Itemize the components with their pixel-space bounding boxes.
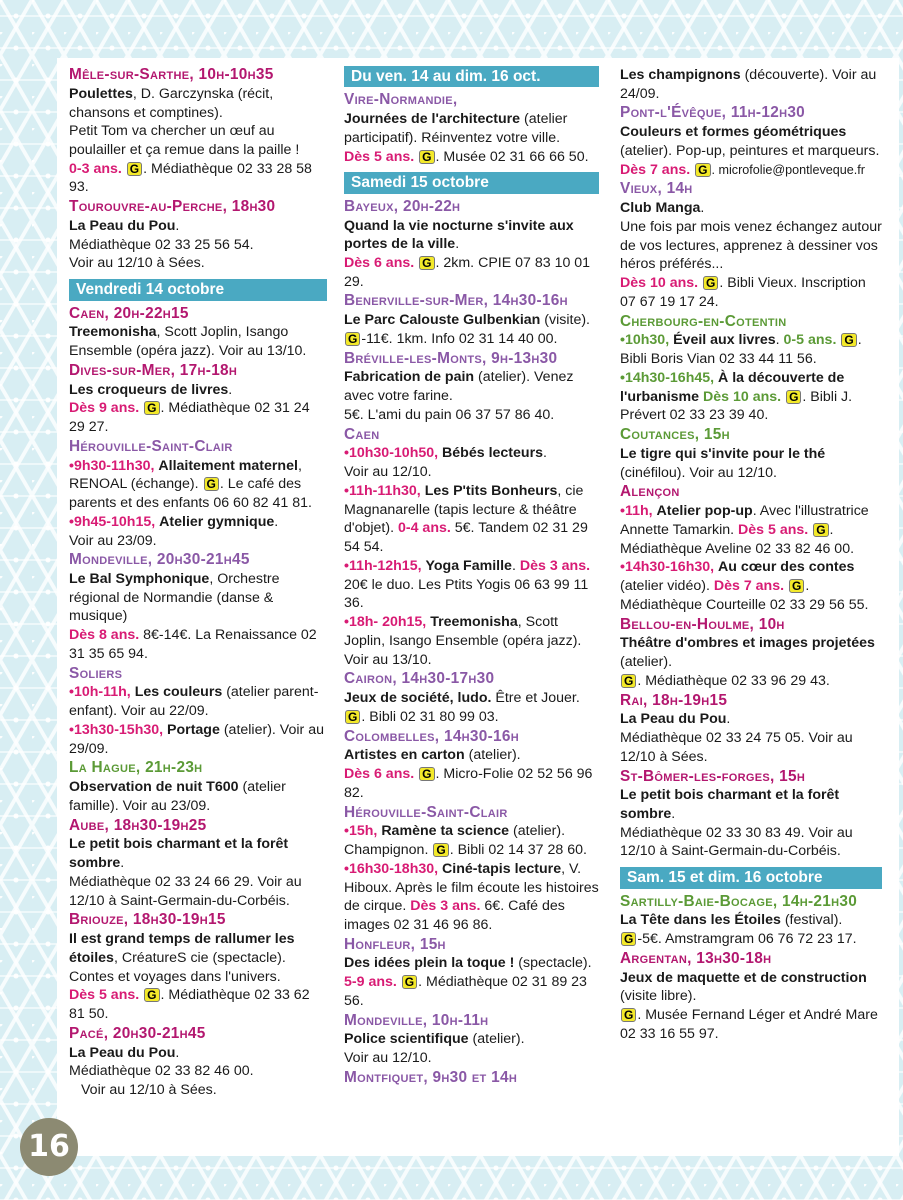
event-text: (visite). [544, 312, 590, 329]
event-entry [69, 362, 327, 437]
event-title: Club Manga [620, 200, 701, 217]
event-contact: -5€. Amstramgram 06 76 72 23 17. [637, 931, 857, 948]
event-contact: . 2km. CPIE 07 83 10 01 29. [344, 254, 591, 290]
event-text: (atelier). [620, 654, 673, 671]
event-title: Les P'tits Bonheurs [424, 482, 558, 499]
event-entry [620, 483, 882, 614]
event-entry [69, 66, 327, 197]
age-label: 5-9 ans. [344, 974, 397, 991]
age-label: Dès 10 ans. [620, 275, 699, 292]
event-city: Caen, 20h-22h15 [69, 304, 189, 322]
event-title: Le petit bois charmant et la forêt sombre [69, 836, 289, 872]
event-time: •9h45-10h15, [69, 513, 156, 530]
event-time: •11h-11h30, [344, 482, 421, 499]
event-entry [344, 426, 599, 670]
event-entry [344, 198, 599, 292]
event-text: (atelier famille). Voir au 23/09. [69, 779, 286, 814]
event-text: . [175, 217, 180, 234]
event-title: Portage [167, 721, 220, 738]
event-text: (atelier). Champignon. [344, 823, 566, 859]
event-text: (atelier parent-enfant). Voir au 22/09. [69, 684, 319, 720]
free-badge: G [144, 401, 159, 415]
event-contact: Médiathèque 02 33 24 75 05. Voir au 12/10 à Sées. [620, 730, 853, 765]
event-text: (découverte). Voir au 24/09. [620, 67, 877, 102]
event-city: Tourouvre-au-Perche, 18h30 [69, 198, 276, 216]
event-contact: . Bibli 02 14 37 28 60. [449, 842, 587, 859]
event-entry [344, 292, 599, 348]
event-text: (spectacle). [518, 955, 592, 972]
free-badge: G [419, 256, 434, 270]
event-city: Benerville-sur-Mer, 14h30-16h [344, 292, 568, 310]
event-city: Rai, 18h-19h15 [620, 691, 728, 709]
column-2 [344, 66, 599, 1089]
event-title: La Peau du Pou [620, 711, 727, 728]
column-3 [620, 66, 882, 1045]
event-title: Couleurs et formes géométriques [620, 124, 847, 141]
event-title: Police scientifique [344, 1031, 469, 1048]
event-time: •9h30-11h30, [69, 457, 155, 474]
free-badge: G [621, 932, 636, 946]
event-title: Des idées plein la toque ! [344, 955, 515, 972]
free-badge: G [621, 674, 636, 688]
free-badge: G [789, 579, 804, 593]
event-text: (atelier). [468, 747, 521, 764]
age-label: Dès 10 ans. [703, 388, 782, 405]
event-title: Atelier pop-up [656, 503, 753, 520]
event-contact: 5€. L'ami du pain 06 37 57 86 40. [344, 406, 555, 423]
event-title: Allaitement maternel [158, 457, 298, 474]
event-text: (cinéfilou). Voir au 12/10. [620, 464, 777, 481]
event-text: (atelier). Voir au 29/09. [69, 721, 324, 757]
age-label: 0-4 ans. [397, 520, 451, 537]
free-badge: G [813, 523, 828, 537]
free-badge: G [433, 843, 448, 857]
event-see: Voir au 12/10. [344, 464, 432, 481]
column-1 [69, 66, 327, 1101]
event-contact: 6€. Café des images 02 31 46 96 86. [344, 898, 565, 933]
event-title: Artistes en carton [344, 747, 465, 764]
event-contact: -11€. 1km. Info 02 31 14 40 00. [361, 330, 558, 347]
event-text: , Scott Joplin, Isango Ensemble (opéra jazz). Voir au 13/10. [69, 324, 307, 360]
event-text: . [543, 445, 547, 462]
event-title: Éveil aux livres [673, 332, 776, 349]
event-text: (atelier). Venez avec votre farine. [344, 369, 574, 405]
event-city: Bayeux, 20h-22h [344, 197, 461, 215]
event-entry [344, 804, 599, 935]
event-title: Observation de nuit T600 [69, 779, 239, 796]
event-contact: Médiathèque 02 33 24 66 29. Voir au 12/10 à Saint-Germain-du-Corbéis. [69, 873, 302, 909]
event-city: Soliers [69, 664, 123, 682]
event-see: Voir au 12/10 à Sées. [69, 255, 205, 272]
event-city: La Hague, 21h-23h [69, 759, 203, 777]
event-title: La Peau du Pou [69, 1044, 176, 1061]
event-contact: Médiathèque 02 33 30 83 49. Voir au 12/10 à Saint-Germain-du-Corbéis. [620, 824, 853, 860]
event-text: . [455, 236, 460, 253]
event-contact: . Médiathèque 02 33 28 58 93. [69, 160, 312, 196]
event-text: (visite libre). [620, 988, 697, 1005]
event-text: . [274, 513, 279, 530]
page-number: 16 [20, 1118, 78, 1176]
event-title: Yoga Famille [425, 557, 512, 574]
event-city: Mêle-sur-Sarthe, 10h-10h35 [69, 66, 274, 83]
event-contact: . Bibli J. Prévert 02 33 23 39 40. [620, 388, 853, 424]
event-title: Théâtre d'ombres et images projetées [620, 635, 875, 652]
event-time: •14h30-16h45, [620, 369, 715, 386]
age-label: Dès 6 ans. [344, 766, 415, 783]
event-title: Bébés lecteurs [442, 445, 543, 462]
event-entry [69, 438, 327, 550]
event-text: . [120, 855, 125, 872]
event-title: Quand la vie nocturne s'invite aux portes de la ville [344, 217, 574, 253]
event-entry [69, 1025, 327, 1100]
event-entry [344, 1069, 599, 1088]
event-city: Cherbourg-en-Cotentin [620, 312, 787, 330]
event-city: Honfleur, 15h [344, 935, 446, 953]
age-label: Dès 7 ans. [713, 578, 785, 595]
event-entry [69, 911, 327, 1023]
event-city: Pont-l'Évêque, 11h-12h30 [620, 104, 806, 122]
free-badge: G [841, 333, 856, 347]
free-badge: G [204, 477, 219, 491]
event-text: . [726, 711, 731, 728]
event-text: , CréatureS cie (spectacle). Contes et voyages dans l'univers. [69, 949, 286, 985]
event-time: •16h30-18h30, [344, 860, 439, 877]
event-contact: . Médiathèque 02 31 89 23 56. [344, 974, 587, 1009]
event-title: Les croqueurs de livres [69, 381, 229, 398]
event-contact: . Bibli Boris Vian 02 33 44 11 56. [620, 332, 862, 368]
event-contact: Médiathèque 02 33 82 46 00. [69, 1063, 254, 1080]
event-contact: . Médiathèque 02 33 96 29 43. [637, 672, 830, 689]
age-label: 0-5 ans. [783, 332, 837, 349]
event-title: Poulettes [69, 85, 133, 102]
event-entry [69, 305, 327, 361]
event-text: , cie Magnanarelle (tapis lecture & théâtre d'objet). [344, 482, 584, 537]
event-city: Hérouville-Saint-Clair [69, 437, 233, 455]
event-entry [344, 350, 599, 425]
event-title: Il est grand temps de rallumer les étoiles [69, 931, 295, 966]
event-text: . [175, 1044, 180, 1061]
event-contact: . Médiathèque Aveline 02 33 82 46 00. [620, 521, 855, 557]
event-city: Caen [344, 425, 380, 443]
event-contact: . Médiathèque Courteille 02 33 29 56 55. [620, 578, 869, 613]
event-contact: . Le café des parents et des enfants 06 60 82 41 81. [69, 476, 312, 512]
event-entry [344, 1012, 599, 1068]
event-entry [620, 66, 882, 103]
event-contact: . Micro-Folie 02 52 56 96 82. [344, 766, 593, 801]
event-city: Mondeville, 10h-11h [344, 1011, 489, 1029]
event-time: •14h30-16h30, [620, 559, 715, 576]
event-entry [69, 551, 327, 663]
event-entry [69, 817, 327, 911]
event-entry [620, 893, 882, 949]
event-text: (atelier). [472, 1031, 525, 1048]
date-header: Samedi 15 octobre [344, 172, 599, 193]
event-city: Dives-sur-Mer, 17h-18h [69, 361, 238, 379]
event-city: Bellou-en-Houlme, 10h [620, 615, 785, 633]
event-city: Sartilly-Baie-Bocage, 14h-21h30 [620, 892, 858, 910]
event-city: Colombelles, 14h30-16h [344, 727, 520, 745]
free-badge: G [695, 163, 710, 177]
event-text: Être et Jouer. [495, 690, 580, 707]
event-contact: Médiathèque 02 33 25 56 54. [69, 236, 254, 253]
event-city: Pacé, 20h30-21h45 [69, 1024, 206, 1042]
event-entry [344, 728, 599, 803]
event-city: Alençon [620, 483, 680, 501]
date-header: Vendredi 14 octobre [69, 279, 327, 300]
age-label: Dès 8 ans. [69, 627, 140, 644]
event-text: . [228, 381, 233, 398]
event-city: Briouze, 18h30-19h15 [69, 911, 226, 929]
free-badge: G [345, 332, 360, 346]
age-label: Dès 9 ans. [69, 400, 140, 417]
event-contact: . Médiathèque 02 31 24 29 27. [69, 400, 310, 436]
event-text: , Orchestre régional de Normandie (danse & musique) [69, 571, 280, 625]
event-city: Montfiquet, 9h30 et 14h [344, 1068, 518, 1086]
event-title: Les champignons [620, 67, 741, 83]
date-header: Sam. 15 et dim. 16 octobre [620, 867, 882, 888]
event-title: Jeux de maquette et de construction [620, 969, 867, 986]
event-contact: . Musée Fernand Léger et André Mare 02 33 16 55 97. [620, 1007, 878, 1042]
event-title: Le petit bois charmant et la forêt sombre [620, 787, 840, 823]
event-entry [69, 759, 327, 815]
event-time: •10h30, [620, 332, 670, 349]
event-time: •13h30-15h30, [69, 721, 164, 738]
event-entry [620, 104, 882, 179]
event-city: Aube, 18h30-19h25 [69, 816, 207, 834]
age-label: Dès 7 ans. [620, 161, 691, 178]
event-time: •11h, [620, 503, 653, 520]
event-title: La Tête dans les Étoiles [620, 912, 781, 929]
free-badge: G [419, 150, 434, 164]
date-header: Du ven. 14 au dim. 16 oct. [344, 66, 599, 87]
event-city: Coutances, 15h [620, 426, 730, 444]
free-badge: G [144, 988, 159, 1002]
event-title: Journées de l'architecture [344, 111, 521, 128]
event-entry [620, 950, 882, 1044]
age-label: Dès 6 ans. [344, 254, 415, 271]
age-label: Dès 5 ans. [738, 521, 809, 538]
event-entry [620, 692, 882, 767]
event-city: Argentan, 13h30-18h [620, 949, 772, 967]
free-badge: G [621, 1008, 636, 1022]
event-title: Treemonisha [430, 614, 518, 631]
event-time: •11h-12h15, [344, 557, 422, 574]
age-label: Dès 5 ans. [69, 987, 140, 1004]
event-text: (atelier participatif). Réinventez votre ville. [344, 111, 568, 146]
event-city: Hérouville-Saint-Clair [344, 803, 508, 821]
event-contact: 8€-14€. La Renaissance 02 31 35 65 94. [69, 627, 317, 662]
event-city: St-Bômer-les-forges, 15h [620, 767, 806, 785]
event-city: Vire-Normandie, [344, 91, 458, 109]
event-entry [620, 426, 882, 482]
event-see: Voir au 12/10 à Sées. [81, 1082, 217, 1099]
event-entry [344, 91, 599, 166]
page-sheet [57, 58, 899, 1156]
event-time: •10h-11h, [69, 684, 131, 701]
event-entry [620, 313, 882, 425]
event-see: Voir au 12/10. [344, 1050, 432, 1067]
event-title: Les couleurs [134, 684, 223, 701]
event-entry [69, 198, 327, 273]
event-title: Le Bal Symphonique [69, 571, 210, 588]
free-badge: G [127, 162, 142, 176]
event-title: Ciné-tapis lecture [442, 860, 562, 877]
event-text: . [700, 200, 705, 217]
age-label: 0-3 ans. [69, 160, 122, 177]
age-label: Dès 3 ans. [410, 898, 481, 915]
event-title: Treemonisha [69, 324, 157, 341]
free-badge: G [419, 767, 434, 781]
free-badge: G [786, 390, 801, 404]
event-city: Cairon, 14h30-17h30 [344, 670, 495, 688]
free-badge: G [345, 710, 360, 724]
event-text: (atelier). Pop-up, peintures et marqueurs. [620, 142, 880, 159]
event-text: Petit Tom va chercher un œuf au poulailler et ça remue dans la paille ! [69, 123, 300, 158]
event-contact: . Bibli Vieux. Inscription 07 67 19 17 24. [620, 275, 866, 310]
event-city: Mondeville, 20h30-21h45 [69, 551, 250, 569]
event-contact: 20€ le duo. Les Ptits Yogis 06 63 99 11 36. [344, 576, 589, 612]
event-title: Ramène ta science [381, 823, 510, 840]
age-label: Dès 5 ans. [344, 148, 415, 165]
event-time: •18h- 20h15, [344, 614, 427, 631]
event-title: Fabrication de pain [344, 369, 475, 386]
free-badge: G [703, 276, 718, 290]
event-contact: . microfolie@pontleveque.fr [711, 162, 865, 177]
event-text: Une fois par mois venez échangez autour de vos lectures, apprenez à dessiner vos héros préférés... [620, 218, 882, 273]
event-text: (festival). [784, 912, 843, 929]
event-entry [620, 180, 882, 311]
event-text: , Scott Joplin, Isango Ensemble (opéra jazz). Voir au 13/10. [344, 614, 582, 668]
event-title: Au cœur des contes [718, 559, 855, 576]
age-label: Dès 3 ans. [519, 557, 591, 574]
event-text: . Avec l'illustratrice Annette Tamarkin. [620, 503, 869, 538]
event-text: , RENOAL (échange). [69, 457, 302, 493]
event-entry [344, 936, 599, 1011]
event-title: À la découverte de l'urbanisme [620, 369, 845, 405]
event-entry [620, 768, 882, 862]
event-time: •15h, [344, 823, 378, 840]
event-contact: . Médiathèque 02 33 62 81 50. [69, 987, 310, 1023]
event-entry [344, 670, 599, 726]
event-time: •10h30-10h50, [344, 445, 439, 462]
event-city: Vieux, 14h [620, 180, 693, 198]
event-title: Le tigre qui s'invite pour le thé [620, 445, 826, 462]
event-contact: . Bibli 02 31 80 99 03. [361, 708, 499, 725]
free-badge: G [402, 975, 417, 989]
event-text: , D. Garczynska (récit, chansons et comptines). [69, 85, 274, 121]
event-title: Jeux de société, ludo. [344, 690, 492, 707]
event-contact: 5€. Tandem 02 31 29 54 54. [344, 520, 588, 556]
event-text: . [671, 806, 676, 823]
event-title: Atelier gymnique [159, 513, 275, 530]
event-contact: . Musée 02 31 66 66 50. [435, 148, 589, 165]
event-title: Le Parc Calouste Gulbenkian [344, 312, 541, 329]
event-title: La Peau du Pou [69, 217, 176, 234]
event-text: . [511, 557, 516, 574]
event-see: Voir au 23/09. [69, 532, 157, 549]
event-entry [69, 665, 327, 759]
event-text: . [775, 332, 780, 349]
event-entry [620, 616, 882, 691]
event-city: Bréville-les-Monts, 9h-13h30 [344, 349, 558, 367]
event-text: (atelier vidéo). [620, 578, 710, 595]
event-text: , V. Hiboux. Après le film écoute les histoires de cirque. [344, 860, 599, 915]
